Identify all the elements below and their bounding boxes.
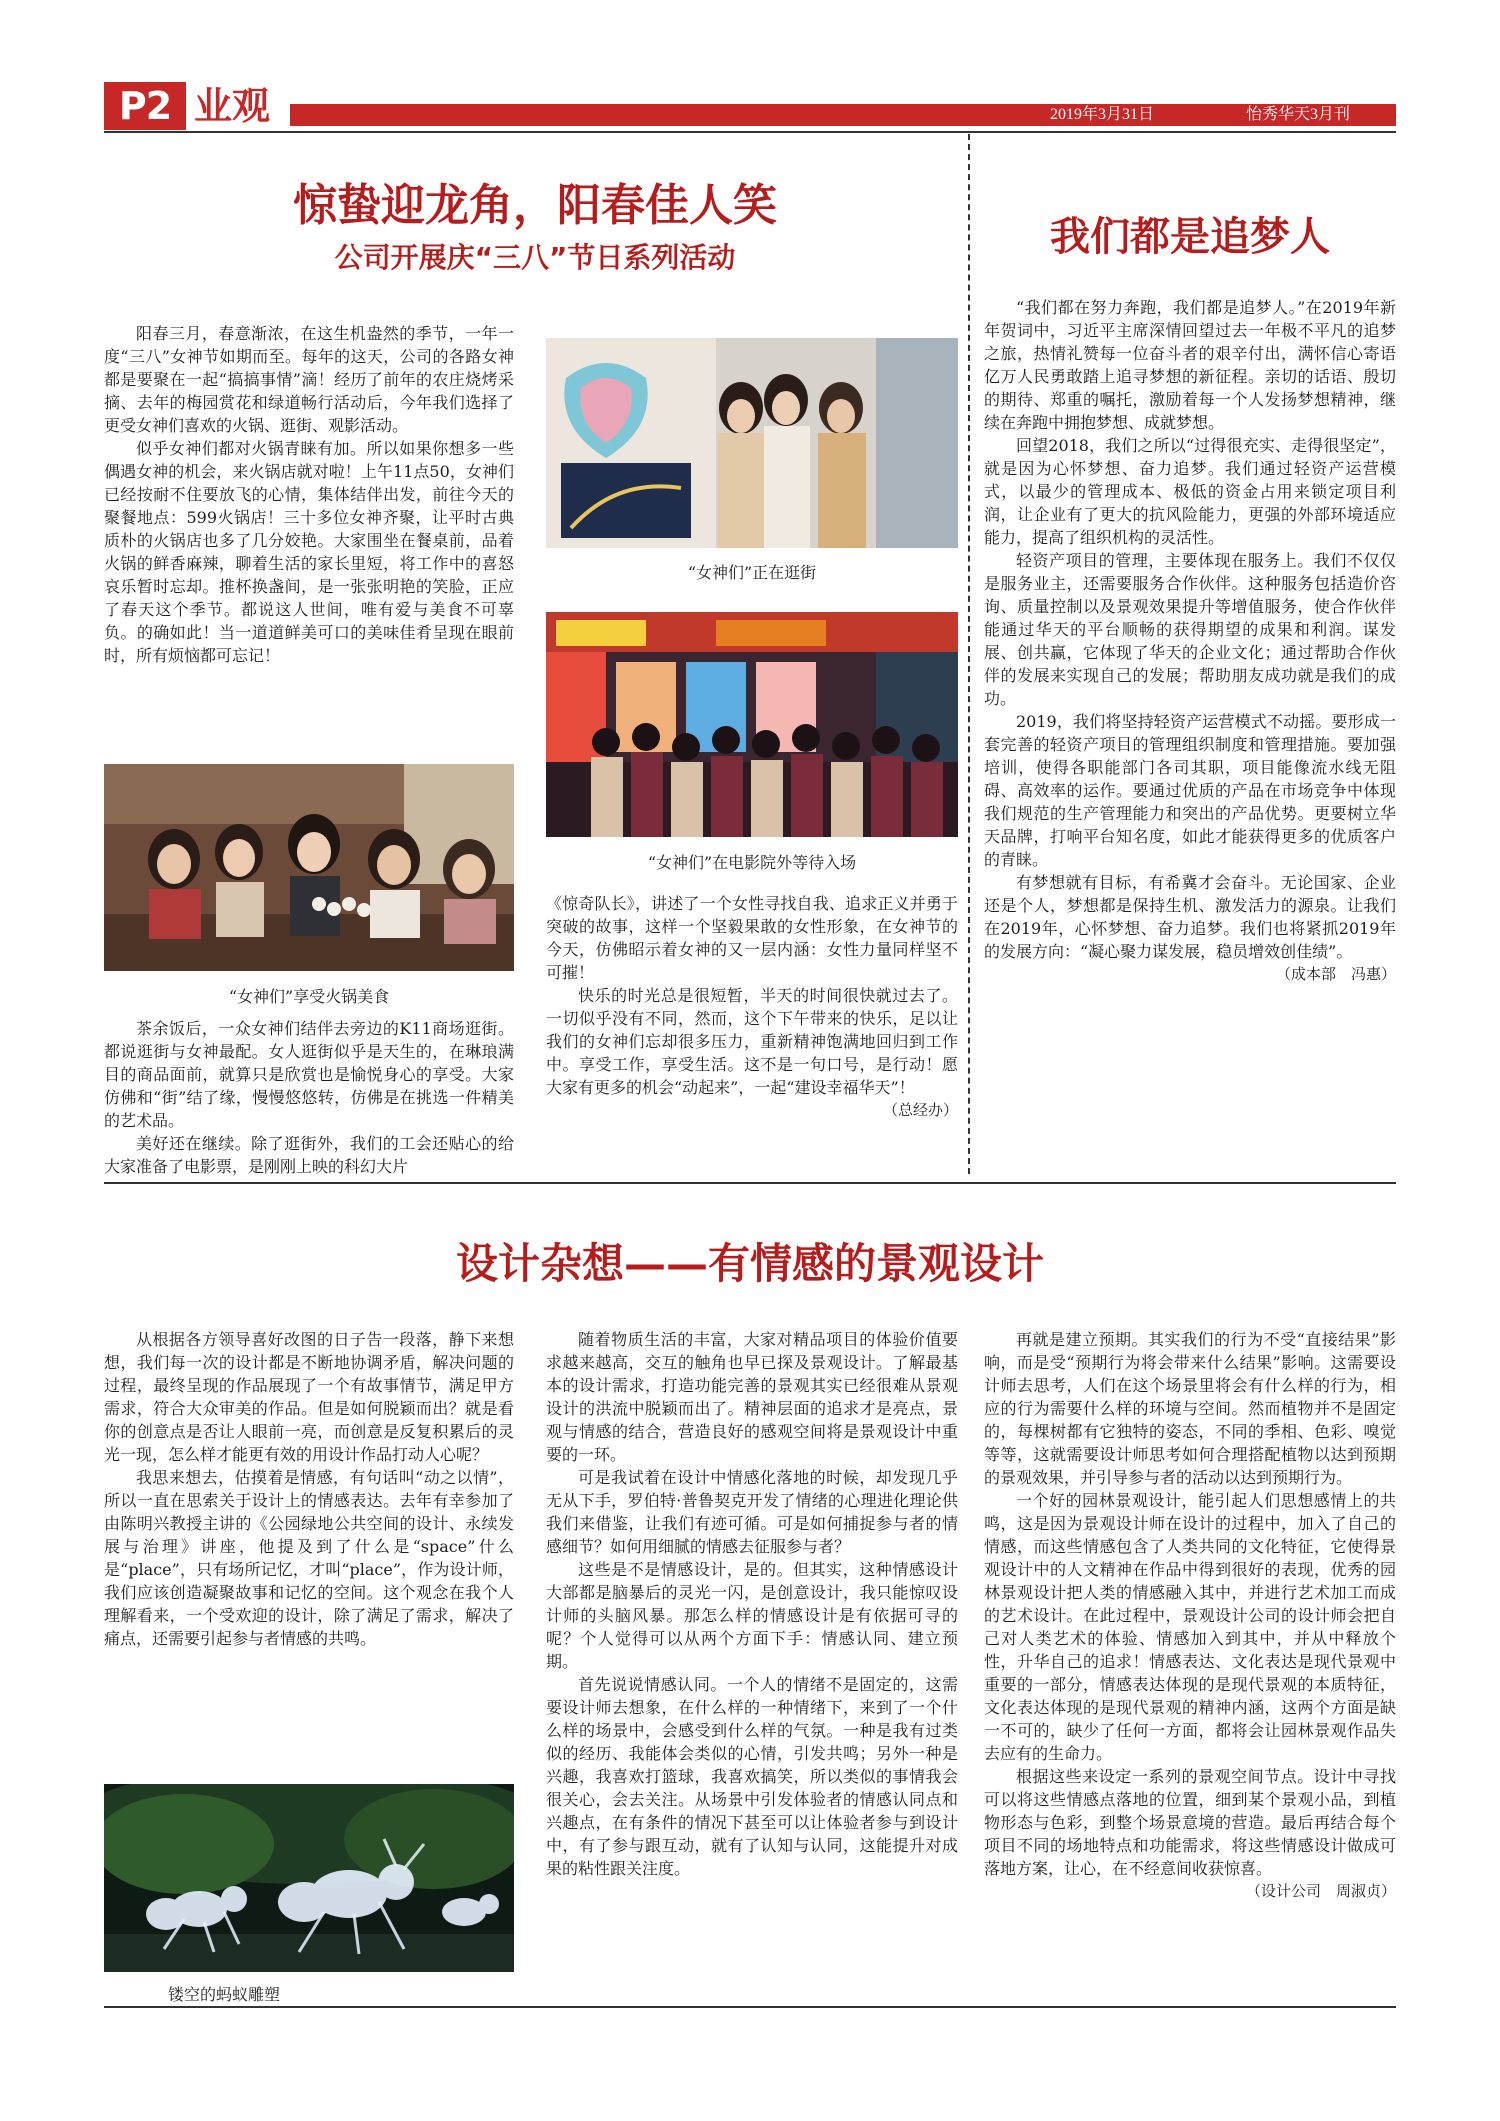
paragraph: “我们都在努力奔跑，我们都是追梦人。”在2019年新年贺词中，习近平主席深情回望过去一年极不平凡的追梦之旅，热情礼赞每一位奋斗者的艰辛付出，满怀信心寄语亿万人民勇敢踏上追寻梦想的新征程。亲切的话语、殷切的期待、郑重的嘱托，激励着每一个人发扬梦想精神，继续在奔跑中拥抱梦想、成就梦想。	[984, 298, 1396, 432]
article3-col2-text	[546, 1328, 958, 1880]
masthead-bar	[290, 104, 1396, 126]
ant-sculpture-photo	[104, 1784, 514, 1972]
footer-rule	[104, 2006, 1396, 2008]
article1-title: 惊蛰迎龙角，阳春佳人笑	[293, 180, 777, 231]
paragraph: 有梦想就有目标，有希冀才会奋斗。无论国家、企业还是个人，梦想都是保持生机、激发活力的源泉。让我们在2019年，心怀梦想、奋力追梦。我们也将紧抓2019年的发展方向：“凝心聚力谋发展，稳员增效创佳绩”。	[984, 873, 1396, 961]
cinema-photo-caption: “女神们”在电影院外等待入场	[647, 853, 857, 872]
article2-signature: （成本部 冯惠）	[1275, 965, 1396, 983]
paragraph: 轻资产项目的管理，主要体现在服务上。我们不仅仅是服务业主，还需要服务合作伙伴。这种服务包括造价咨询、质量控制以及景观效果提升等增值服务，使合作伙伴能通过华天的平台顺畅的获得期望的成果和利润。谋发展、创共赢，它体现了华天的企业文化；通过帮助合作伙伴的发展来实现自己的发展；帮助朋友成功就是我们的成功。	[984, 551, 1396, 708]
article2-text	[984, 296, 1396, 986]
hotpot-photo-caption: “女神们”享受火锅美食	[228, 987, 390, 1006]
article1-col1-text	[104, 322, 514, 667]
article1-col2-text	[546, 892, 958, 1122]
section-title: 业观	[194, 84, 271, 128]
paragraph: 再就是建立预期。其实我们的行为不受“直接结果”影响，而是受“预期行为将会带来什么结果”影响。这需要设计师去思考，人们在这个场景里将会有什么样的行为，相应的行为需要什么样的环境与空间。然而植物并不是固定的，每棵树都有它独特的姿态，不同的季相、色彩、嗅觉等等，这就需要设计师思考如何合理搭配植物以达到预期的景观效果，并引导参与者的活动以达到预期行为。	[984, 1330, 1396, 1487]
paragraph: 可是我试着在设计中情感化落地的时候，却发现几乎无从下手，罗伯特·普鲁契克开发了情绪的心理进化理论供我们来借鉴，让我们有迹可循。可是如何捕捉参与者的情感细节？如何用细腻的情感去征服参与者？	[546, 1468, 958, 1556]
paragraph: 茶余饭后，一众女神们结伴去旁边的K11商场逛街。都说逛街与女神最配。女人逛街似乎是天生的，在琳琅满目的商品面前，就算只是欣赏也是愉悦身心的享受。大家仿佛和“街”结了缘，慢慢悠悠转，仿佛是在挑选一件精美的艺术品。	[104, 1019, 514, 1130]
section-divider	[104, 1182, 1396, 1184]
paragraph: 首先说说情感认同。一个人的情绪不是固定的，这需要设计师去想象，在什么样的一种情绪下，来到了一个什么样的场景中，会感受到什么样的气氛。一种是我有过类似的经历、我能体会类似的心情，引发共鸣；另外一种是兴趣，我喜欢打篮球，我喜欢搞笑，所以类似的事情我会很关心，会去关注。从场景中引发体验者的情感认同点和兴趣点，在有条件的情况下甚至可以让体验者参与到设计中，有了参与跟互动，就有了认知与认同，这能提升对成果的粘性跟关注度。	[546, 1675, 958, 1878]
masthead-rule	[104, 131, 1396, 133]
article1-signature: （总经办）	[882, 1101, 958, 1119]
cinema-photo	[546, 612, 958, 837]
ant-photo-caption: 镂空的蚂蚁雕塑	[167, 1985, 280, 2004]
paragraph: 回望2018，我们之所以“过得很充实、走得很坚定”，就是因为心怀梦想、奋力追梦。我们通过轻资产运营模式，以最少的管理成本、极低的资金占用来锁定项目利润，让企业有了更大的抗风险能力，更强的外部环境适应能力，提高了组织机构的灵活性。	[984, 436, 1396, 547]
paragraph: 根据这些来设定一系列的景观空间节点。设计中寻找可以将这些情感点落地的位置，细到某个景观小品，到植物形态与色彩，到整个场景意境的营造。最后再结合每个项目不同的场地特点和功能需求，将这些情感设计做成可落地方案，让心，在不经意间收获惊喜。	[984, 1767, 1396, 1878]
page-number: P2	[104, 82, 186, 130]
shopping-photo	[546, 338, 958, 548]
paragraph: 2019，我们将坚持轻资产运营模式不动摇。要形成一套完善的轻资产项目的管理组织制度和管理措施。要加强培训，使得各职能部门各司其职，项目能像流水线无阻碍、高效率的运作。要通过优质的产品在市场竞争中体现我们规范的生产管理能力和突出的产品优势。更要树立华天品牌，打响平台知名度，如此才能获得更多的优质客户的青睐。	[984, 712, 1396, 869]
hotpot-photo	[104, 764, 514, 971]
paragraph: 快乐的时光总是很短暂，半天的时间很快就过去了。一切似乎没有不同，然而，这个下午带来的快乐，足以让我们的女神们忘却很多压力，重新精神饱满地回归到工作中。享受工作，享受生活。这不是一句口号，是行动！愿大家有更多的机会“动起来”，一起“建设幸福华天”！	[546, 986, 958, 1097]
article2-title: 我们都是追梦人	[1050, 213, 1330, 260]
issue-name: 怡秀华天3月刊	[1246, 106, 1351, 123]
paragraph: 美好还在继续。除了逛街外，我们的工会还贴心的给大家准备了电影票，是刚刚上映的科幻大片	[104, 1134, 514, 1176]
article3-signature: （设计公司 周淑贞）	[1245, 1882, 1396, 1900]
paragraph: 《惊奇队长》，讲述了一个女性寻找自我、追求正义并勇于突破的故事，这样一个坚毅果敢的女性形象，在女神节的今天，仿佛昭示着女神的又一层内涵：女性力量同样坚不可摧！	[546, 894, 958, 982]
article1-subtitle: 公司开展庆“三八”节日系列活动	[334, 241, 736, 274]
article3-col3-text	[984, 1328, 1396, 1903]
shopping-photo-caption: “女神们”正在逛街	[687, 563, 817, 582]
paragraph: 从根据各方领导喜好改图的日子告一段落，静下来想想，我们每一次的设计都是不断地协调矛盾，解决问题的过程，最终呈现的作品展现了一个有故事情节，满足甲方需求，符合大众审美的作品。但是如何脱颖而出？就是看你的创意点是否让人眼前一亮，而创意是反复积累后的灵光一现，怎么样才能更有效的用设计作品打动人心呢？	[104, 1330, 514, 1464]
article1-col1-bottom-text	[104, 1017, 514, 1178]
paragraph: 一个好的园林景观设计，能引起人们思想感情上的共鸣，这是因为景观设计师在设计的过程中，加入了自己的情感，而这些情感包含了人类共同的文化特征，它使得景观设计中的人文精神在作品中得到很好的表现，优秀的园林景观设计把人类的情感融入其中，并进行艺术加工而成的艺术设计。在此过程中，景观设计公司的设计师会把自己对人类艺术的体验、情感加入到其中，并从中释放个性，升华自己的追求！情感表达、文化表达是现代景观中重要的一部分，情感表达体现的是现代景观的本质特征，文化表达体现的是现代景观的精神内涵，这两个方面是缺一不可的，缺少了任何一方面，都将会让园林景观作品失去应有的生命力。	[984, 1491, 1396, 1763]
paragraph: 阳春三月，春意渐浓，在这生机盎然的季节，一年一度“三八”女神节如期而至。每年的这天，公司的各路女神都是要聚在一起“搞搞事情”滴！经历了前年的农庄烧烤采摘、去年的梅园赏花和绿道畅行活动后，今年我们选择了更受女神们喜欢的火锅、逛街、观影活动。	[104, 324, 514, 435]
article3-col1-text	[104, 1328, 514, 1650]
column-divider	[968, 134, 970, 1174]
paragraph: 这些是不是情感设计，是的。但其实，这种情感设计大部都是脑暴后的灵光一闪，是创意设计，我只能惊叹设计师的头脑风暴。那怎么样的情感设计是有依据可寻的呢？个人觉得可以从两个方面下手：情感认同、建立预期。	[546, 1560, 958, 1671]
article3-title: 设计杂想——有情感的景观设计	[455, 1239, 1044, 1288]
issue-date: 2019年3月31日	[1050, 106, 1155, 123]
paragraph: 我思来想去，估摸着是情感，有句话叫“动之以情”，所以一直在思索关于设计上的情感表达。去年有幸参加了由陈明兴教授主讲的《公园绿地公共空间的设计、永续发展与治理》讲座，他提及到了什么是“space”什么是“place”，只有场所记忆，才叫“place”，作为设计师，我们应该创造凝聚故事和记忆的空间。这个观念在我个人理解看来，一个受欢迎的设计，除了满足了需求，解决了痛点，还需要引起参与者情感的共鸣。	[104, 1468, 514, 1648]
paragraph: 随着物质生活的丰富，大家对精品项目的体验价值要求越来越高，交互的触角也早已探及景观设计。了解最基本的设计需求，打造功能完善的景观其实已经很难从景观设计的洪流中脱颖而出了。精神层面的追求才是亮点，景观与情感的结合，营造良好的感观空间将是景观设计中重要的一环。	[546, 1330, 958, 1464]
paragraph: 似乎女神们都对火锅青睐有加。所以如果你想多一些偶遇女神的机会，来火锅店就对啦！上午11点50，女神们已经按耐不住要放飞的心情，集体结伴出发，前往今天的聚餐地点：599火锅店！三十多位女神齐聚，让平时古典质朴的火锅店也多了几分姣艳。大家围坐在餐桌前，品着火锅的鲜香麻辣，聊着生活的家长里短，将工作中的喜怒哀乐暂时忘却。推杯换盏间，是一张张明艳的笑脸，正应了春天这个季节。都说这人世间，唯有爱与美食不可辜负。的确如此！当一道道鲜美可口的美味佳肴呈现在眼前时，所有烦恼都可忘记！	[104, 439, 514, 665]
